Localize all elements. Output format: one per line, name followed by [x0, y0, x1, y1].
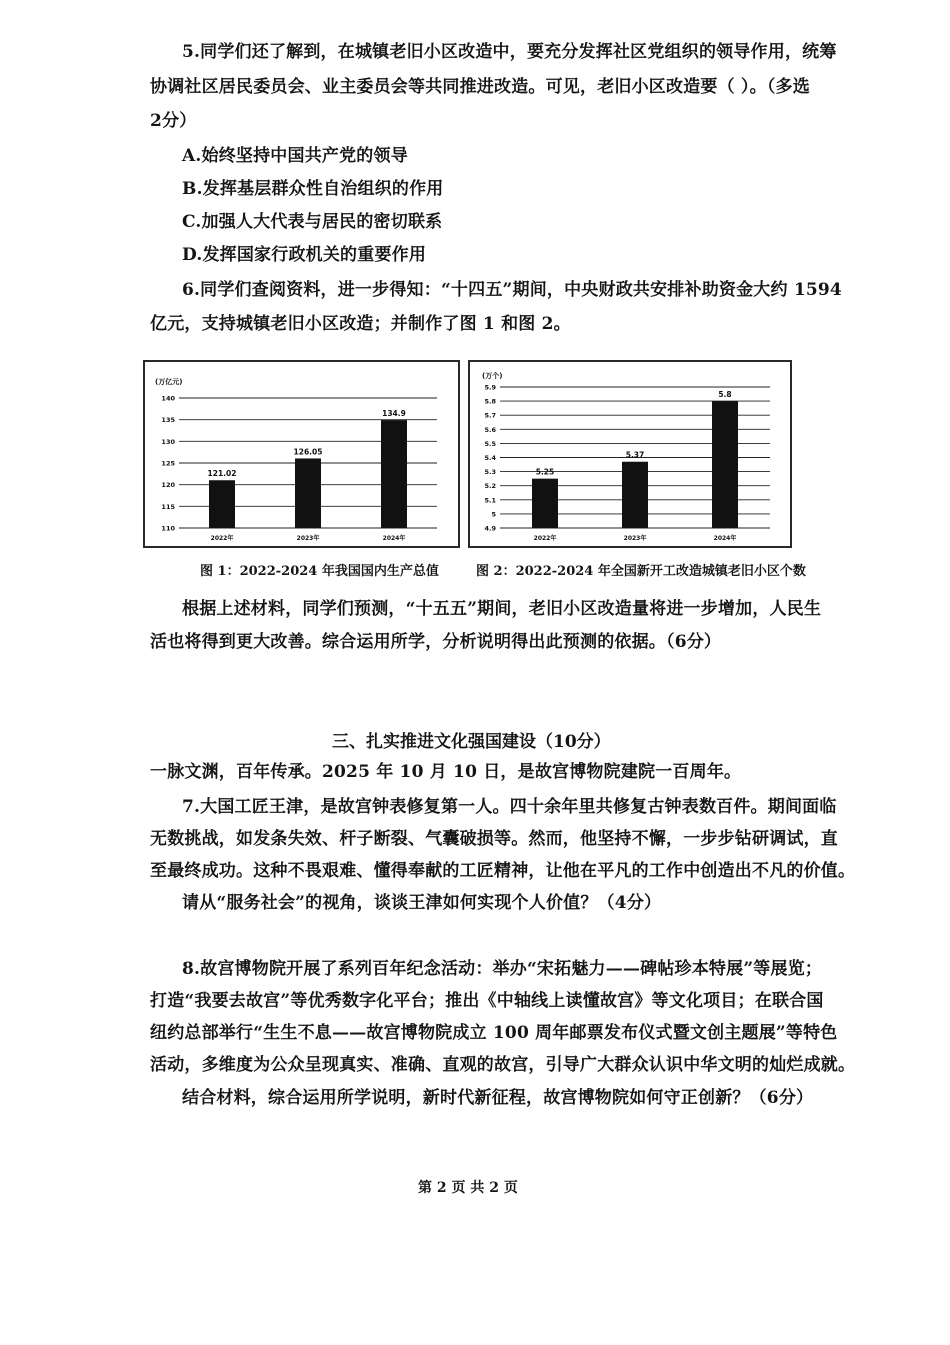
q5-line-1: 5.同学们还了解到，在城镇老旧小区改造中，要充分发挥社区党组织的领导作用，统筹 — [182, 42, 837, 62]
figure-1-box — [143, 360, 460, 548]
y-tick-label: 4.9 — [484, 524, 496, 533]
y-tick-label: 5.2 — [484, 482, 496, 491]
q5-option-c: C.加强人大代表与居民的密切联系 — [182, 212, 443, 232]
q5-line-2: 协调社区居民委员会、业主委员会等共同推进改造。可见，老旧小区改造要（ ）。（多选 — [150, 77, 810, 97]
q8-line-1: 8.故宫博物院开展了系列百年纪念活动：举办“宋拓魅力——碑帖珍本特展”等展览； — [182, 959, 823, 979]
figure-1-chart — [145, 362, 458, 546]
y-tick-label: 5.5 — [484, 439, 496, 448]
q8-line-4: 活动，多维度为公众呈现真实、准确、直观的故宫，引导广大群众认识中华文明的灿烂成就。 — [150, 1055, 856, 1075]
y-tick-label: 5.9 — [484, 383, 496, 392]
bar — [532, 479, 558, 528]
bar — [381, 420, 407, 528]
y-tick-label: 5.1 — [484, 496, 496, 505]
data-label: 126.05 — [293, 447, 323, 457]
q5-option-b: B.发挥基层群众性自治组织的作用 — [182, 179, 444, 199]
x-tick-label: 2023年 — [623, 535, 647, 542]
q7-line-2: 无数挑战，如发条失效、杆子断裂、气囊破损等。然而，他坚持不懈，一步步钻研调试，直 — [150, 829, 838, 849]
bar — [209, 480, 235, 528]
x-tick-label: 2024年 — [713, 535, 737, 542]
y-tick-label: 115 — [161, 502, 175, 511]
page-footer: 第 2 页 共 2 页 — [418, 1180, 518, 1196]
section-3-intro: 一脉文渊，百年传承。2025 年 10 月 10 日，是故宫博物院建院一百周年。 — [150, 762, 742, 782]
data-label: 5.25 — [535, 467, 555, 477]
q6-line-2: 亿元，支持城镇老旧小区改造；并制作了图 1 和图 2。 — [150, 314, 571, 334]
q6-after-line-1: 根据上述材料，同学们预测，“十五五”期间，老旧小区改造量将进一步增加，人民生 — [182, 599, 822, 619]
y-tick-label: 5.6 — [484, 425, 496, 434]
data-label: 5.8 — [718, 390, 732, 400]
figure-2-caption: 图 2：2022-2024 年全国新开工改造城镇老旧小区个数 — [476, 564, 806, 579]
figure-2-chart — [470, 362, 790, 546]
data-label: 121.02 — [207, 469, 237, 479]
figure-1-caption: 图 1：2022-2024 年我国国内生产总值 — [200, 564, 439, 579]
q5-option-a: A.始终坚持中国共产党的领导 — [182, 146, 408, 166]
y-tick-label: 110 — [161, 524, 175, 533]
y-tick-label: 5.4 — [484, 454, 496, 462]
y-tick-label: 135 — [161, 416, 175, 425]
x-tick-label: 2024年 — [382, 535, 406, 542]
q6-after-line-2: 活也将得到更大改善。综合运用所学，分析说明得出此预测的依据。（6分） — [150, 632, 722, 652]
x-tick-label: 2022年 — [210, 535, 234, 542]
x-tick-label: 2022年 — [533, 535, 557, 542]
y-tick-label: 120 — [161, 481, 175, 490]
y-tick-label: 130 — [161, 437, 175, 446]
q5-option-d: D.发挥国家行政机关的重要作用 — [182, 245, 427, 265]
y-tick-label: 140 — [161, 394, 175, 403]
q8-line-3: 纽约总部举行“生生不息——故宫博物院成立 100 周年邮票发布仪式暨文创主题展”等特色 — [150, 1023, 838, 1043]
y-tick-label: 5.7 — [484, 411, 496, 420]
y-tick-label: 5.3 — [484, 468, 496, 477]
q7-line-3: 至最终成功。这种不畏艰难、懂得奉献的工匠精神，让他在平凡的工作中创造出不凡的价值。 — [150, 861, 856, 881]
bar — [712, 401, 738, 528]
section-3-title: 三、扎实推进文化强国建设（10分） — [332, 732, 611, 752]
q7-line-1: 7.大国工匠王津，是故宫钟表修复第一人。四十余年里共修复古钟表数百件。期间面临 — [182, 797, 837, 817]
y-axis-unit-label: (万亿元) — [155, 378, 183, 386]
bar — [295, 458, 321, 528]
q8-line-5: 结合材料，综合运用所学说明，新时代新征程，故宫博物院如何守正创新？（6分） — [182, 1088, 814, 1108]
data-label: 134.9 — [382, 409, 406, 419]
bar — [622, 462, 648, 528]
figure-2-box — [468, 360, 792, 548]
q7-line-4: 请从“服务社会”的视角，谈谈王津如何实现个人价值？（4分） — [182, 893, 662, 913]
y-tick-label: 5 — [491, 510, 496, 519]
q5-line-3: 2分） — [150, 111, 197, 131]
x-tick-label: 2023年 — [296, 535, 320, 542]
q8-line-2: 打造“我要去故宫”等优秀数字化平台；推出《中轴线上读懂故宫》等文化项目；在联合国 — [150, 991, 824, 1011]
y-axis-unit-label: (万个) — [482, 372, 503, 380]
y-tick-label: 5.8 — [484, 397, 496, 406]
y-tick-label: 125 — [161, 459, 175, 468]
data-label: 5.37 — [625, 450, 645, 460]
q6-line-1: 6.同学们查阅资料，进一步得知：“十四五”期间，中央财政共安排补助资金大约 1594 — [182, 280, 842, 300]
